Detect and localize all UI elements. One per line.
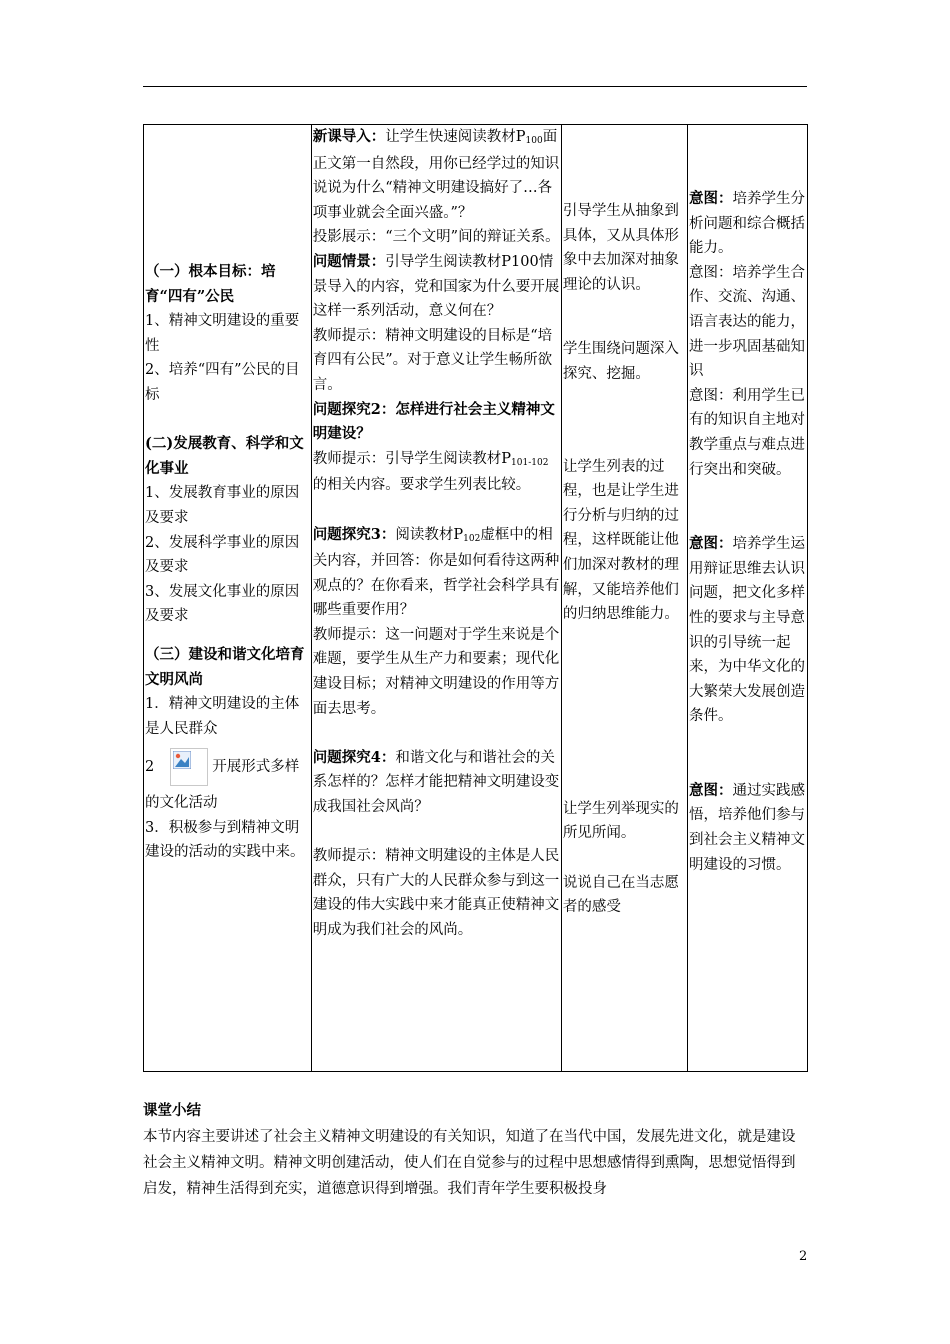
paragraph: 让学生列举现实的所见所闻。 [562,800,679,842]
item-number: 2 [145,758,155,775]
label: 新课导入： [312,128,386,145]
summary-title: 课堂小结 [143,1102,201,1119]
intent-column [687,125,807,1072]
label: 意图： [688,190,733,207]
paragraph: 教师提示：精神文明建设的主体是人民群众，只有广大的人民群众参与到这一建设的伟大实践中来才能真正使精神文明成为我们社会的风尚。 [312,848,560,938]
paragraph: 问题探究3：阅读教材$P_{102}$虚框中的相关内容，并回答：你是如何看待这两种观点的？在你看来，哲学社会科学具有哪些重要作用？ [312,525,560,619]
paragraph: 问题探究4：和谐文化与和谐社会的关系怎样的？怎样才能把精神文明建设变成我国社会风尚？ [312,748,560,816]
summary-text: 本节内容主要讲述了社会主义精神文明建设的有关知识，知道了在当代中国，发展先进文化，就是建设社会主义精神文明。精神文明创建活动，使人们在自觉参与的过程中思想感情得到熏陶，思想觉悟得到启发，精神生活得到充实，道德意识得到增强。我们青年学生要积极投身 [143,1129,796,1197]
paragraph: 意图：利用学生已有的知识自主地对教学重点与难点进行突出和突破。 [688,387,805,478]
summary-section [143,1098,809,1202]
list-item: 1、发展教育事业的原因及要求 [145,485,300,526]
paragraph: 教师提示：精神文明建设的目标是“培育四有公民”。对于意义让学生畅所欲言。 [312,327,553,393]
list-item: 2、培养“四有”公民的目标 [145,362,300,403]
label: 意图： [688,781,733,799]
teacher-activity-column [311,125,561,1072]
list-item: 2、发展科学事业的原因及要求 [145,534,300,576]
paragraph: 教师提示：这一问题对于学生来说是个难题，要学生从生产力和要素；现代化建设目标；对精神文明建设的作用等方面去思考。 [312,626,560,717]
paragraph: 意图：培养学生合作、交流、沟通、语言表达的能力，进一步巩固基础知识 [688,264,805,380]
section-heading: （一）根本目标：培育“四有”公民 [145,263,276,305]
item-text: 开展形式多样 [212,758,300,775]
paragraph: 新课导入：让学生快速阅读教材$P_{100}$面正文第一自然段，用你已经学过的知识说说为什么“精神文明建设搞好了…各项事业就会全面兴盛。”？ [312,128,560,221]
paragraph: 教师提示：引导学生阅读教材$P_{101-102}$的相关内容。要求学生列表比较。 [312,450,549,494]
label: 问题探究3： [312,525,396,543]
paragraph: 问题探究2：怎样进行社会主义精神文明建设？ [312,400,555,443]
label: 意图： [688,535,733,553]
student-activity-column [561,125,687,1072]
paragraph: 意图：通过实践感悟，培养他们参与到社会主义精神文明建设的习惯。 [688,781,805,873]
broken-image-icon [170,748,208,786]
table-row [144,125,808,1072]
content-column [144,125,312,1072]
list-item: 3、发展文化事业的原因及要求 [145,583,300,625]
paragraph: 意图：培养学生运用辩证思维去认识问题，把文化多样性的要求与主导意识的引导统一起来，为中华文化的大繁荣大发展创造条件。 [688,535,805,725]
paragraph: 投影展示：“三个文明”间的辩证关系。 [312,229,560,246]
section-heading: (二)发展教育、科学和文化事业 [145,435,304,477]
section-heading: （三）建设和谐文化培育文明风尚 [145,645,305,688]
label: 问题情景： [312,252,386,270]
paragraph: 意图：培养学生分析问题和综合概括能力。 [688,190,805,257]
paragraph: 说说自己在当志愿者的感受 [562,874,679,916]
label: 问题探究4： [312,748,396,766]
list-item [145,743,310,791]
lesson-table [143,124,808,1072]
page-number: 2 [799,1249,808,1264]
item-text-continued: 的文化活动 [145,795,218,812]
header-rule [143,86,807,87]
paragraph: 学生围绕问题深入探究、挖掘。 [562,341,679,382]
paragraph: 让学生列表的过程，也是让学生进行分析与归纳的过程，这样既能让他们加深对教材的理解，又能培养他们的归纳思维能力。 [562,458,679,623]
list-item: 3．积极参与到精神文明建设的活动的实践中来。 [145,819,305,861]
paragraph: 问题情景：引导学生阅读教材P100情景导入的内容，党和国家为什么要开展这样一系列活动，意义何在？ [312,252,560,320]
list-item: 1、精神文明建设的重要性 [145,313,300,354]
list-item: 1．精神文明建设的主体是人民群众 [145,696,300,737]
paragraph: 引导学生从抽象到具体，又从具体形象中去加深对抽象理论的认识。 [562,203,679,293]
